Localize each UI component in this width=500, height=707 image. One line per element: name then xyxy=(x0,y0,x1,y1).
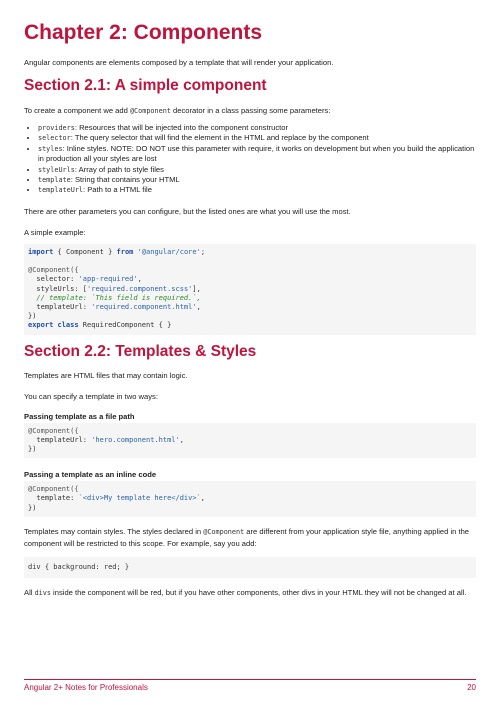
list-item: • styleUrls: Array of path to style files xyxy=(38,165,476,175)
file-path-subheading: Passing template as a file path xyxy=(24,411,135,421)
page-footer xyxy=(24,679,476,692)
inline-code-subheading: Passing a template as an inline code xyxy=(24,470,157,480)
section-2-1-title: Section 2.1: A simple component xyxy=(24,77,267,94)
list-item: • providers: Resources that will be injected into the component constructor xyxy=(38,123,476,133)
chapter-title: Chapter 2: Components xyxy=(24,21,263,44)
parameter-list xyxy=(24,123,476,196)
inline-template-code-block: @Component({ template: `<div>My template here</div>`, }) xyxy=(24,481,476,517)
page-number: 20 xyxy=(467,683,476,692)
other-params-paragraph: There are other parameters you can configure, but the listed ones are what you will use the most. xyxy=(24,206,351,216)
styles-paragraph: Templates may contain styles. The styles declared in @Component are different from your application style file, anything applied in the component will be restricted to this scope. For example, say you add: xyxy=(24,526,470,548)
footer-book-title: Angular 2+ Notes for Professionals xyxy=(24,683,148,692)
file-path-code-block: @Component({ templateUrl: 'hero.component.html', }) xyxy=(24,423,476,459)
list-item: • templateUrl: Path to a HTML file xyxy=(38,185,476,195)
templates-paragraph: Templates are HTML files that may contain logic. xyxy=(24,370,188,380)
example-label: A simple example: xyxy=(24,227,86,237)
divs-paragraph: All divs inside the component will be red, but if you have other components, other divs in your HTML they will not be changed at all. xyxy=(24,588,467,598)
style-code-block: div { background: red; } xyxy=(24,557,476,578)
list-item: • template: String that contains your HTML xyxy=(38,175,476,185)
intro-paragraph: Angular components are elements composed by a template that will render your application. xyxy=(24,58,334,67)
page-content xyxy=(24,0,476,599)
list-item: • selector: The query selector that will find the element in the HTML and replace by the component xyxy=(38,133,476,143)
list-item: • styles: Inline styles. NOTE: DO NOT use this parameter with require, it works on development but when you build the application in production all your styles are lost xyxy=(38,144,476,165)
section-2-1-intro: To create a component we add @Component decorator in a class passing some parameters: xyxy=(24,106,331,115)
two-ways-paragraph: You can specify a template in two ways: xyxy=(24,391,158,401)
simple-component-code-block: import { Component } from '@angular/core'; @Component({ selector: 'app-required', styleUrls: ['required.component.scss'], // template: `This field is required.`, templateUrl: 'required.component.html', }) export class RequiredComponent { } xyxy=(24,244,476,335)
section-2-2-title: Section 2.2: Templates & Styles xyxy=(24,342,257,360)
